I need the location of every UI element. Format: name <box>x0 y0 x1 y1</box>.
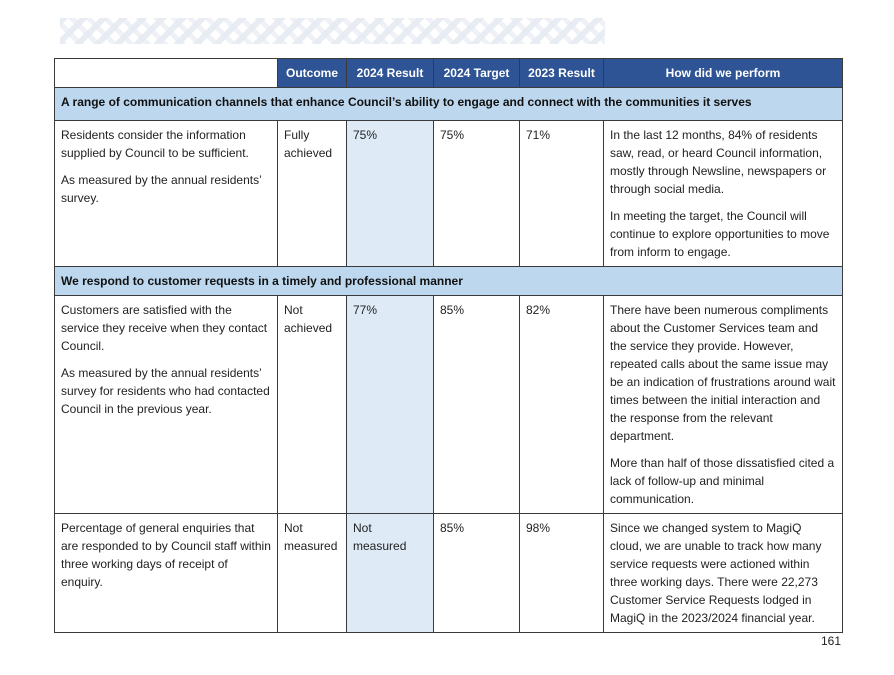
result-2023-cell: 82% <box>520 296 604 514</box>
measure-cell <box>55 121 278 267</box>
target-2024-cell: 75% <box>434 121 520 267</box>
performance-cell <box>604 514 843 633</box>
section-row <box>55 88 843 121</box>
measure-text: Residents consider the information supplied by Council to be sufficient. <box>61 128 249 160</box>
header-2024-result: 2024 Result <box>347 59 434 88</box>
result-2023-cell: 98% <box>520 514 604 633</box>
result-2024-cell: Not measured <box>347 514 434 633</box>
measure-cell <box>55 514 278 633</box>
result-2024-cell: 77% <box>347 296 434 514</box>
performance-cell <box>604 296 843 514</box>
performance-text: In meeting the target, the Council will continue to explore opportunities to move from inform to engage. <box>610 209 830 259</box>
section-title: A range of communication channels that enhance Council’s ability to engage and connect with the communities it serves <box>55 88 843 121</box>
page-number: 161 <box>820 634 841 648</box>
result-2023-cell: 71% <box>520 121 604 267</box>
header-outcome: Outcome <box>278 59 347 88</box>
performance-text: More than half of those dissatisfied cited a lack of follow-up and minimal communication. <box>610 456 835 506</box>
header-2023-result: 2023 Result <box>520 59 604 88</box>
performance-table <box>54 58 843 633</box>
table-row <box>55 514 843 633</box>
outcome-cell: Not achieved <box>278 296 347 514</box>
header-how-did-we-perform: How did we perform <box>604 59 843 88</box>
decorative-banner <box>60 18 605 44</box>
measure-text: As measured by the annual residents’ survey. <box>61 173 262 205</box>
measure-text: Percentage of general enquiries that are responded to by Council staff within three working days of receipt of enquiry. <box>61 521 271 589</box>
measure-cell <box>55 296 278 514</box>
table-header-row <box>55 59 843 88</box>
measure-text: As measured by the annual residents’ survey for residents who had contacted Council in the previous year. <box>61 366 270 416</box>
performance-text: Since we changed system to MagiQ cloud, we are unable to track how many service requests were actioned within three working days. There were 22,273 Customer Service Requests lodged in MagiQ in the 2023/2024 financial year. <box>610 521 822 625</box>
outcome-cell: Not measured <box>278 514 347 633</box>
performance-text: In the last 12 months, 84% of residents saw, read, or heard Council information, mostly through Newsline, newspapers or through social media. <box>610 128 827 196</box>
header-2024-target: 2024 Target <box>434 59 520 88</box>
performance-cell <box>604 121 843 267</box>
section-title: We respond to customer requests in a timely and professional manner <box>55 267 843 296</box>
header-blank <box>55 59 278 88</box>
performance-text: There have been numerous compliments about the Customer Services team and the service they provide. However, repeated calls about the same issue may be an indication of frustrations around wait times between the initial interaction and the response from the relevant department. <box>610 303 836 443</box>
table-row <box>55 296 843 514</box>
target-2024-cell: 85% <box>434 296 520 514</box>
table-row <box>55 121 843 267</box>
target-2024-cell: 85% <box>434 514 520 633</box>
outcome-cell: Fully achieved <box>278 121 347 267</box>
section-row <box>55 267 843 296</box>
measure-text: Customers are satisfied with the service they receive when they contact Council. <box>61 303 268 353</box>
result-2024-cell: 75% <box>347 121 434 267</box>
